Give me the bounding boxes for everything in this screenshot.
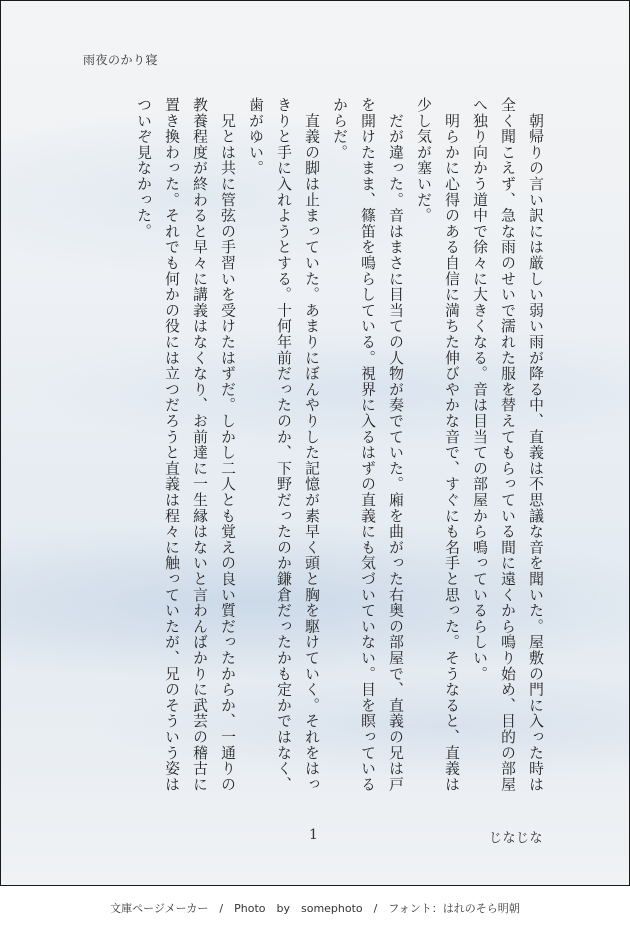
document-title: 雨夜のかり寝 <box>83 53 159 67</box>
paragraph: 兄とは共に管弦の手習いを受けたはずだ。しかし二人とも覚えの良い質だったからか、一通りの教養程度が終わると早々に講義はなくなり、お前達に一生縁はないと言わんばかりに武芸の稽古に置き換わった。それでも何かの役には立つだろうと直義は程々に触っていたが、兄のそういう姿はついぞ見なかった。 <box>135 97 236 793</box>
page-number: 1 <box>309 827 318 843</box>
paragraph: だが違った。音はまさに目当ての人物が奏でていた。廂を曲がった右奥の部屋で、直義の兄は戸を開けたまま、篠笛を鳴らしている。視界に入るはずの直義にも気づいていない。目を瞑っているからだ。 <box>331 97 404 793</box>
paragraph: 明らかに心得のある自信に満ちた伸びやかな音で、すぐにも名手と思った。そうなると、直義は少し気が塞いだ。 <box>415 97 460 793</box>
paragraph: 朝帰りの言い訳には厳しい弱い雨が降る中、直義は不思議な音を聞いた。屋敷の門に入った時は全く聞こえず、急な雨のせいで濡れた服を替えてもらっている間に遠くから鳴り始め、目的の部屋へ独り向かう道中で徐々に大きくなる。音は目当ての部屋から鳴っているらしい。 <box>471 97 544 793</box>
paragraph: 直義の脚は止まっていた。あまりにぼんやりした記憶が素早く頭と胸を駆けていく。それをはっきりと手に入れようとする。十何年前だったのか、下野だったのか鎌倉だったかも定かではなく、歯がゆい。 <box>247 97 320 793</box>
footer-credit: 文庫ページメーカー / Photo by somephoto / フォント：はれのそら明朝 <box>110 902 520 915</box>
body-text <box>129 97 549 797</box>
author-name: じなじな <box>489 831 544 846</box>
